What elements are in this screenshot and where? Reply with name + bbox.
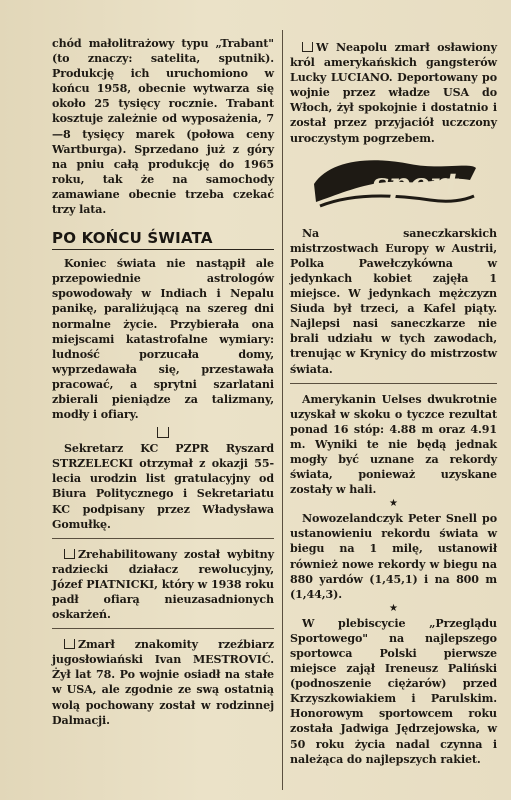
news-item-piatnicki: Zrehabilitowany został wybitny radziecki działacz rewolucyjny, Józef PIATNICKI, który w 1938 roku padł ofiarą nieuzasadnionych oskarżeń.: [52, 547, 274, 622]
trabant-article-text: chód małolitrażowy typu „Trabant" (to znaczy: satelita, sputnik). Produkcję ich uruchomiono w końcu 1958, obecnie wytwarza się około 25 tysięcy rocznie. Trabant kosztuje zależnie od wyposażenia, 7—8 tysięcy marek (połowa ceny Wartburga). Sprzedano już z góry na pniu całą produkcję do 1965 roku, tak że na samochody zamawiane obecnie trzeba czekać trzy lata.: [52, 37, 274, 217]
news-item-strzelecki: Sekretarz KC PZPR Ryszard STRZELECKI otrzymał z okazji 55-lecia urodzin list gratulacyjny od Biura Politycznego i Sekretariatu KC podpisany przez Władysława Gomułkę.: [52, 442, 274, 531]
end-of-world-article: Koniec świata nie nastąpił ale przepowiednie astrologów spowodowały w Indiach i Nepalu panikę, paraliżującą na szereg dni normalne życie. Przybierała ona miejscami katastrofalne wymiary: ludność porzucała domy, wyprzedawała się, przestawała pracować, a sprytni szarlatani zbierali pieniądze za talizmany, modły i ofiary.: [52, 257, 274, 422]
sport-luge-article: Na saneczkarskich mistrzostwach Europy w Austrii, Polka Pawełczykówna w jedynkach kobiet zajęła 1 miejsce. W jedynkach mężczyzn Siuda był trzeci, a Kafel piąty. Najlepsi nasi saneczkarze nie brali udziału w tych zawodach, trenując w Krynicy do mistrzostw świata.: [290, 226, 497, 376]
bullet-box-icon: [302, 42, 313, 52]
separator-box-icon: [157, 427, 169, 438]
item-divider: [52, 538, 274, 539]
sport-pole-vault-article: Amerykanin Uelses dwukrotnie uzyskał w skoku o tyczce rezultat ponad 16 stóp: 4.88 m oraz 4.91 m. Wyniki te nie będą jednak mogły być uznane za rekordy świata, ponieważ uzyskane zostały w hali.: [290, 392, 497, 497]
item-divider: [52, 628, 274, 629]
sport-snell-article: Nowozelandczyk Peter Snell po ustanowieniu rekordu świata w biegu na 1 milę, ustanowił również nowe rekordy w biegu na 880 yardów (1,45,1) i na 800 m (1,44,3).: [290, 512, 497, 601]
star-separator-icon: ★: [389, 498, 398, 510]
sport-logo-icon: [310, 154, 478, 216]
item-divider: [290, 383, 497, 384]
bullet-box-icon: [64, 549, 75, 559]
section-heading: PO KOŃCU ŚWIATA: [52, 229, 274, 250]
sport-logo-text: sport: [371, 166, 460, 202]
news-item-mestrovic: Zmarł znakomity rzeźbiarz jugosłowiański Ivan MESTROVIĆ. Żył lat 78. Po wojnie osiadł na stałe w USA, ale zgodnie ze swą ostatnią wolą pochowany został w rodzinnej Dalmacji.: [52, 638, 274, 727]
sport-plebiscite-article: W plebiscycie „Przeglądu Sportowego" na najlepszego sportowca Polski pierwsze miejsce zajął Ireneusz Paliński (podnoszenie ciężarów) przed Krzyszkowiakiem i Parulskim. Honorowym sportowcem roku została Jadwiga Jędrzejowska, w 50 roku życia nadal czynna i należąca do najlepszych rakiet.: [290, 616, 497, 766]
right-column: [290, 40, 497, 767]
sport-section-logo: [310, 154, 478, 216]
star-separator-icon: ★: [389, 602, 398, 614]
bullet-box-icon: [64, 639, 75, 649]
news-item-luciano: W Neapolu zmarł osławiony król amerykańskich gangsterów Lucky LUCIANO. Deportowany po wojnie przez władze USA do Włoch, żył spokojnie i dostatnio i został przez przyjaciół uczczony uroczystym pogrzebem.: [290, 41, 497, 145]
left-column: [52, 36, 274, 728]
column-divider: [282, 30, 283, 790]
